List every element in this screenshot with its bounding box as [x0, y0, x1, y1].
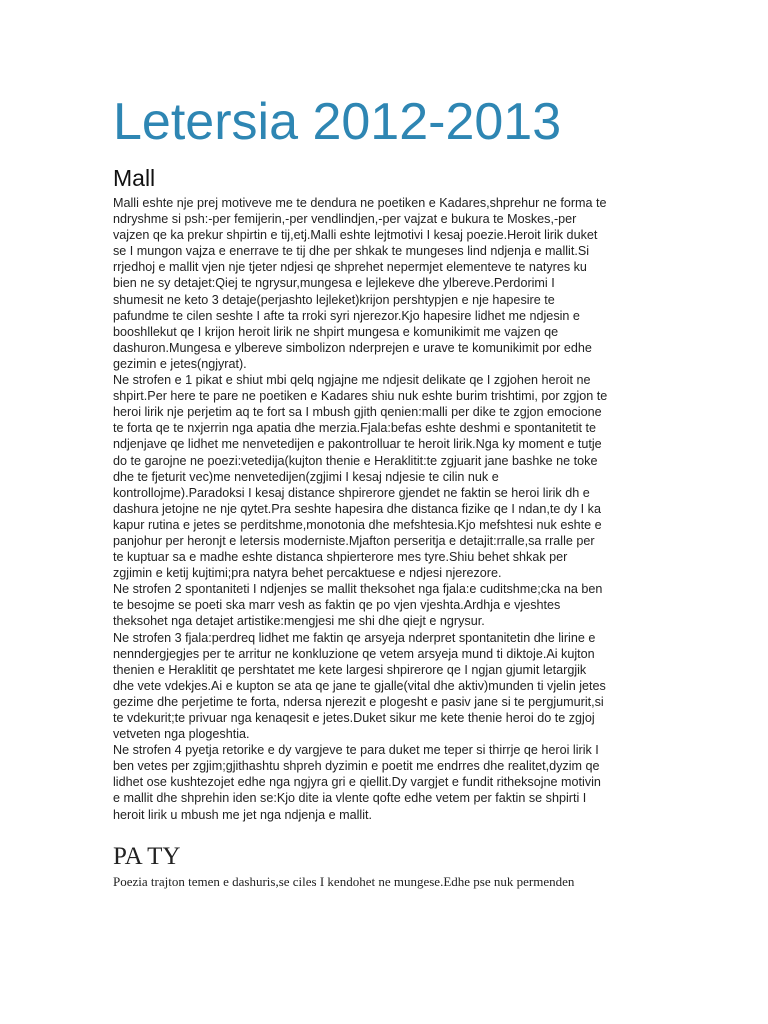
section-heading-mall: Mall: [113, 165, 156, 191]
section-body-mall: [113, 195, 661, 823]
paragraph: Ne strofen 2 spontaniteti I ndjenjes se mallit theksohet nga fjala:e cuditshme;cka na ben te besojme se poeti ska marr vesh as faktin qe po vjen vjeshta.Ardhja e vjeshtes theksohet nga detajet artistike:mengjesi me shi dhe qiejt e ngrysur.: [113, 582, 603, 629]
paragraph: Ne strofen e 1 pikat e shiut mbi qelq ngjajne me ndjesit delikate qe I zgjohen heroit ne shpirt.Per here te pare ne poetiken e Kadares shiu nuk eshte burim trishtimi, por zgjon te heroi lirik nje perjetim aq te fort sa I mbush gjith qenien:malli per dike te zgjon emocione te forta qe te nxjerrin nga apatia dhe merzia.Fjala:befas eshte deshmi e spontanitetit te ndjenjave qe lidhet me nenvetedijen e pakontrolluar te heroit lirik.Nga ky moment e tutje do te garojne ne poezi:vetedija(kujton thenie e Heraklitit:te zgjuarit jane bashke ne toke dhe te fjeturit vec)me nenvetedijen(zgjimi I kesaj ndjesie te cilin nuk e kontrollojme).Paradoksi I kesaj distance shpirerore gjendet ne faktin se heroi lirik dh e dashura jetojne ne nje qytet.Pra seshte hapesira dhe distanca fizike qe I ndan,te dy I ka kapur rutina e jetes se perditshme,monotonia dhe mefshtesia.Kjo mefshtesi nuk eshte e panjohur per heronjt e letersis moderniste.Mjafton perseritja e detajit:rralle,sa rralle per te kuptuar sa e madhe eshte distanca shpierterore mes tyre.Shiu behet shkak per zgjimin e ketij kujtimi;pra natyra behet percaktuese e ndjesi njerezore.: [113, 373, 608, 581]
section-heading-pa-ty: PA TY: [113, 843, 181, 870]
paragraph: Ne strofen 3 fjala:perdreq lidhet me faktin qe arsyeja nderpret spontanitetin dhe lirine e nenndergjegjes per te arritur ne konkluzione qe vetem arsyeja mund ti diktoje.Ai kujton thenien e Heraklitit qe pershtatet me kete largesi shpirerore qe I ngjan gjumit letargjik dhe vete vdekjes.Ai e kupton se ata qe jane te gjalle(vital dhe aktiv)munden ti vjelin jetes gezime dhe perjetime te forta, ndersa njerezit e plogesht e pasiv jane si te pergjumurit,si te vdekurit;te privuar nga kenaqesit e jetes.Duket sikur me kete thenie heroi do te zgjoj vetveten nga plogeshtia.: [113, 630, 606, 742]
paragraph: Ne strofen 4 pyetja retorike e dy vargjeve te para duket me teper si thirrje qe heroi lirik I ben vetes per zgjim;gjithashtu shpreh dyzimin e poetit me endrres dhe realitet,dyzim qe lidhet ose kushtezojet edhe nga ngjyra gri e qiellit.Dy vargjet e fundit ritheksojne motivin e mallit dhe shprehin iden se:Kjo dite ia vlente qofte edhe vetem per faktin se shpirti I heroit lirik u mbush me jet nga ndjenja e mallit.: [113, 743, 601, 822]
document-title: Letersia 2012-2013: [113, 93, 562, 151]
paragraph: Poezia trajton temen e dashuris,se ciles I kendohet ne mungese.Edhe pse nuk permenden: [113, 874, 575, 889]
paragraph: Malli eshte nje prej motiveve me te dendura ne poetiken e Kadares,shprehur ne forma te ndryshme si psh:-per femijerin,-per vendlindjen,-per vajzat e bukura te Moskes,-per vajzen qe ka prekur shpirtin e tij,etj.Malli eshte lejtmotivi I kesaj poezie.Heroit lirik duket se I mungon vajza e enerrave te tij dhe per shkak te mungeses lind ndjenja e mallit.Si rrjedhoj e mallit vjen nje tjeter ndjesi qe shprehet nepermjet elementeve te natyres ku bien ne sy detajet:Qiej te ngrysur,mungesa e lejlekeve dhe ylbereve.Perdorimi I shumesit ne keto 3 detaje(perjashto lejleket)krijon pershtypjen e nje hapesire te pafundme te cilen seshte I afte ta rroki syri njerezor.Kjo hapesire lidhet me ndjesin e booshllekut qe I krijon heroit lirik ne shpirt mungesa e komunikimit me vajzen qe dashuron.Mungesa e ylbereve simbolizon nderprejen e urave te komunikimit por edhe gezimin e jetes(ngjyrat).: [113, 196, 607, 371]
